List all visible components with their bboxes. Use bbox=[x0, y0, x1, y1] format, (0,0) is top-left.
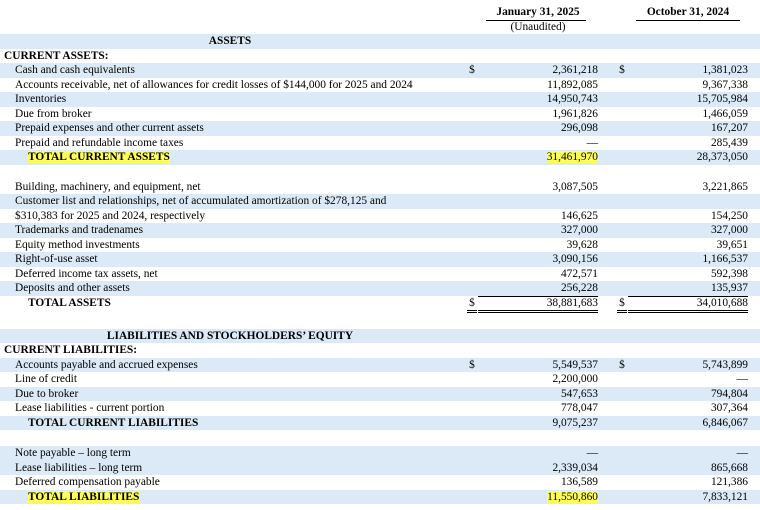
table-row bbox=[0, 34, 760, 49]
value-october-2024: — bbox=[736, 447, 748, 459]
row-label: Trademarks and tradenames bbox=[15, 224, 143, 236]
table-row bbox=[0, 329, 760, 344]
value-october-2024: 39,651 bbox=[716, 238, 748, 251]
value-january-2025: 3,090,156 bbox=[552, 253, 598, 265]
row-label: $310,383 for 2025 and 2024, respectively bbox=[15, 209, 206, 222]
row-label: Deferred compensation payable bbox=[15, 476, 160, 488]
row-label: Note payable – long term bbox=[15, 447, 131, 459]
dollar-sign: $ bbox=[469, 64, 475, 76]
value-october-2024: 327,000 bbox=[710, 224, 748, 236]
dollar-sign: $ bbox=[467, 296, 477, 314]
table-row bbox=[0, 252, 760, 267]
value-october-2024: 121,386 bbox=[628, 475, 748, 491]
table-row bbox=[0, 165, 760, 180]
value-january-2025: 256,228 bbox=[478, 281, 598, 297]
row-label: Deposits and other assets bbox=[15, 282, 130, 294]
table-row bbox=[0, 267, 760, 282]
table-row bbox=[0, 416, 760, 431]
value-january-2025: 11,550,860 bbox=[547, 490, 598, 503]
row-label: Equity method investments bbox=[15, 238, 140, 251]
dollar-sign: $ bbox=[617, 296, 627, 314]
total-label: TOTAL ASSETS bbox=[28, 296, 111, 309]
value-january-2025: 2,339,034 bbox=[552, 461, 598, 474]
value-january-2025: 14,950,743 bbox=[546, 93, 598, 105]
row-label: Right-of-use asset bbox=[15, 253, 98, 265]
value-january-2025: 9,075,237 bbox=[552, 416, 598, 429]
dollar-sign: $ bbox=[469, 358, 475, 371]
value-october-2024: 6,846,067 bbox=[702, 416, 748, 429]
value-january-2025: 472,571 bbox=[560, 267, 598, 280]
row-label: Lease liabilities - current portion bbox=[15, 402, 165, 414]
value-january-2025: 146,625 bbox=[560, 209, 598, 222]
value-january-2025: 38,881,683 bbox=[478, 296, 598, 314]
value-october-2024: 1,166,537 bbox=[702, 253, 748, 265]
table-row bbox=[0, 223, 760, 238]
value-october-2024: 15,705,984 bbox=[696, 93, 748, 105]
table-row bbox=[0, 401, 760, 416]
table-row bbox=[0, 372, 760, 387]
table-row bbox=[0, 107, 760, 122]
table-row bbox=[0, 431, 760, 446]
value-october-2024: 167,207 bbox=[710, 122, 748, 134]
row-label: Prepaid expenses and other current assets bbox=[15, 122, 204, 134]
value-january-2025: 5,549,537 bbox=[552, 358, 598, 371]
value-january-2025: 11,892,085 bbox=[547, 78, 598, 91]
table-row bbox=[0, 296, 760, 311]
table-row bbox=[0, 358, 760, 373]
value-october-2024: 154,250 bbox=[710, 209, 748, 222]
value-january-2025: 31,461,970 bbox=[546, 151, 598, 163]
section-title: LIABILITIES AND STOCKHOLDERS’ EQUITY bbox=[106, 329, 354, 342]
row-label: Due from broker bbox=[15, 107, 92, 120]
section-heading: CURRENT LIABILITIES: bbox=[4, 344, 138, 356]
table-row bbox=[0, 387, 760, 402]
value-january-2025: 136,589 bbox=[478, 475, 598, 491]
value-january-2025: 327,000 bbox=[560, 224, 598, 236]
value-january-2025: 547,653 bbox=[560, 387, 598, 400]
table-row bbox=[0, 475, 760, 490]
value-january-2025: 778,047 bbox=[478, 401, 598, 417]
section-title: ASSETS bbox=[208, 35, 252, 47]
row-label: Cash and cash equivalents bbox=[15, 64, 135, 76]
row-label: Accounts receivable, net of allowances for credit losses of $144,000 for 2025 and 2024 bbox=[15, 78, 413, 91]
row-label: Due to broker bbox=[15, 387, 79, 400]
row-label: Deferred income tax assets, net bbox=[15, 267, 158, 280]
value-january-2025: — bbox=[478, 136, 598, 152]
value-october-2024: 7,833,121 bbox=[702, 490, 748, 503]
table-row bbox=[0, 49, 760, 64]
value-january-2025: 1,961,826 bbox=[552, 107, 598, 120]
total-label: TOTAL CURRENT ASSETS bbox=[28, 151, 170, 163]
row-label: Accounts payable and accrued expenses bbox=[15, 358, 198, 371]
table-row bbox=[0, 121, 760, 136]
column-header-january-2025: January 31, 2025 bbox=[496, 6, 580, 18]
value-january-2025: 296,098 bbox=[560, 122, 598, 134]
value-october-2024: 592,398 bbox=[710, 267, 748, 280]
row-label: Lease liabilities – long term bbox=[15, 461, 143, 474]
value-october-2024: 307,364 bbox=[628, 401, 748, 417]
table-row bbox=[0, 209, 760, 224]
row-label: Prepaid and refundable income taxes bbox=[15, 136, 184, 149]
table-row bbox=[0, 490, 760, 505]
value-october-2024: 865,668 bbox=[710, 461, 748, 474]
row-label: Building, machinery, and equipment, net bbox=[15, 180, 201, 193]
value-october-2024: 1,381,023 bbox=[702, 64, 748, 76]
row-label: Customer list and relationships, net of accumulated amortization of $278,125 and bbox=[15, 195, 387, 207]
dollar-sign: $ bbox=[619, 358, 625, 371]
value-october-2024: 34,010,688 bbox=[628, 296, 748, 314]
column-header-rule bbox=[636, 20, 740, 21]
value-october-2024: 9,367,338 bbox=[702, 78, 748, 91]
table-row bbox=[0, 78, 760, 93]
column-header-unaudited: (Unaudited) bbox=[510, 21, 566, 33]
section-heading: CURRENT ASSETS: bbox=[4, 49, 109, 62]
table-row bbox=[0, 63, 760, 78]
table-row bbox=[0, 281, 760, 296]
value-october-2024: 285,439 bbox=[628, 136, 748, 152]
table-row bbox=[0, 461, 760, 476]
column-header-october-2024: October 31, 2024 bbox=[646, 6, 730, 18]
column-header bbox=[0, 0, 760, 34]
value-october-2024: — bbox=[736, 373, 748, 385]
value-october-2024: 1,466,059 bbox=[702, 107, 748, 120]
value-january-2025: 39,628 bbox=[566, 238, 598, 251]
table-row bbox=[0, 136, 760, 151]
table-row bbox=[0, 238, 760, 253]
value-january-2025: 2,200,000 bbox=[552, 373, 598, 385]
value-october-2024: 3,221,865 bbox=[702, 180, 748, 193]
value-january-2025: 3,087,505 bbox=[552, 180, 598, 193]
table-row bbox=[0, 194, 760, 209]
total-label: TOTAL LIABILITIES bbox=[28, 490, 140, 503]
table-row bbox=[0, 343, 760, 358]
total-label: TOTAL CURRENT LIABILITIES bbox=[28, 416, 199, 429]
value-october-2024: 135,937 bbox=[628, 281, 748, 297]
value-october-2024: 5,743,899 bbox=[702, 358, 748, 371]
table-row bbox=[0, 92, 760, 107]
row-label: Line of credit bbox=[15, 373, 77, 385]
dollar-sign: $ bbox=[619, 64, 625, 76]
row-label: Inventories bbox=[15, 93, 67, 105]
value-october-2024: 794,804 bbox=[710, 387, 748, 400]
table-row bbox=[0, 150, 760, 165]
value-october-2024: 28,373,050 bbox=[696, 151, 748, 163]
value-january-2025: 2,361,218 bbox=[552, 64, 598, 76]
value-january-2025: — bbox=[586, 447, 598, 459]
table-row bbox=[0, 446, 760, 461]
table-row bbox=[0, 180, 760, 195]
